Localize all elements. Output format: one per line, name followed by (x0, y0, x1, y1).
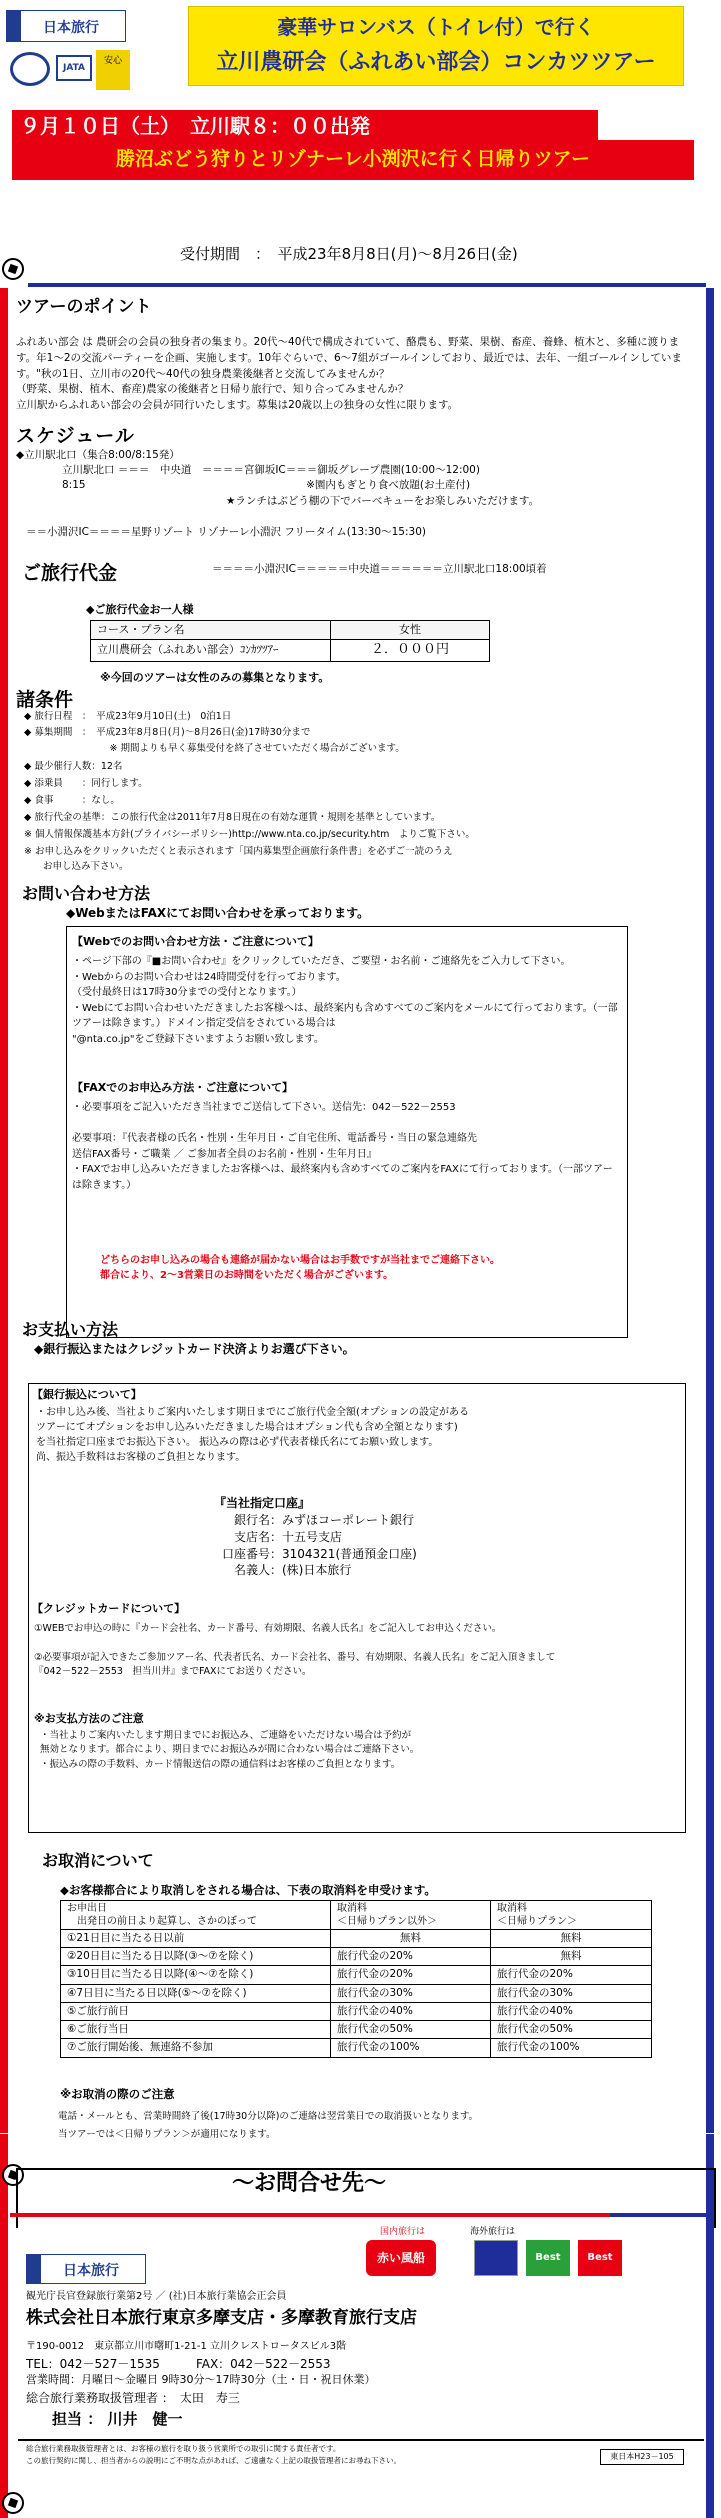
price-table (90, 620, 490, 662)
hours: 営業時間：月曜日〜金曜日 9時30分〜17時30分（土・日・祝日休業） (26, 2373, 376, 2386)
inquiry-warning: どちらのお申し込みの場合も連絡が届かない場合はお手数ですが当社までご連絡下さい。 都合により、2〜3営業日のお時間をいただく場合がございます。 (100, 1255, 500, 1281)
cancel-cell: ⑤ご旅行前日 (61, 2002, 331, 2020)
overseas-label: 海外旅行は (470, 2227, 516, 2237)
price-sub: ◆ご旅行代金お一人様 (86, 603, 194, 616)
cancel-cell: 無料 (331, 1930, 491, 1948)
price-note: ※今回のツアーは女性のみの募集となります。 (100, 671, 330, 684)
privacy-mark-icon (10, 52, 50, 86)
cancel-cell: ②20日目に当たる日以降(③〜⑦を除く) (61, 1948, 331, 1966)
price-heading: ご旅行代金 (22, 562, 118, 584)
mach-logo (474, 2240, 518, 2276)
conditions-heading: 諸条件 (16, 689, 74, 711)
cancel-cell: ⑦ご旅行開始後、無連絡不参加 (61, 2039, 331, 2057)
best-logo-red: Best (578, 2240, 622, 2276)
fax-inquiry-body: ・必要事項をご記入いただき当社までご送信して下さい。送信先：042－522－2553 必要事項：『代表者様の氏名・性別・生年月日・ご自宅住所、電話番号・当日の緊急連絡先 送信FAX番号・ご職業 ／ ご参加者全員のお名前・性別・生年月日』 ・FAXでお申し込みいただきましたお客様へは、最終案内も含めすべてのご案内をFAXにて行っております。（一部ツアーは除きます。） (72, 1102, 613, 1191)
account-key: 銀行名 (233, 1513, 270, 1527)
license: 観光庁長官登録旅行業第2号 ／ (社)日本旅行業協会正会員 (26, 2291, 287, 2302)
account-value: ：(株)日本旅行 (270, 1563, 352, 1578)
cancel-cell: 旅行代金の30% (491, 1984, 652, 2002)
web-inquiry-title: 【Webでのお問い合わせ方法・ご注意について】 (72, 935, 319, 948)
points-body: ふれあい部会 は 農研会の会員の独身者の集まり。20代〜40代で構成されていて、酪農も、野菜、果樹、畜産、養蜂、植木と、多種に渡ります。年1〜2の交流パーティーを企画、実施します。10年ぐらいで、6〜7組がゴールインしており、最近では、去年、一組ゴールインしています。"秋の1日、立川市の20代〜40代の独身農業後継者と交流してみませんか？ （野菜、果樹、植木、畜産)農家の後継者と日帰り旅行で、知り合ってみませんか？ 立川駅からふれあい部会の会員が同行いたします。募集は20歳以上の独身の女性に限ります。 (16, 336, 682, 411)
company-name: 株式会社日本旅行東京多摩支店・多摩教育旅行支店 (26, 2308, 417, 2328)
points-heading: ツアーのポイント (16, 297, 152, 317)
contact-divider-blue (610, 2213, 706, 2217)
title-line2: 立川農研会（ふれあい部会）コンカツツアー (216, 50, 656, 75)
cancel-cell: 無料 (491, 1930, 652, 1948)
account-key: 支店名 (233, 1529, 270, 1544)
document-code: 東日本H23－105 (600, 2449, 684, 2465)
condition-item: ◆ 食事 ：なし。 (24, 795, 120, 806)
cancel-cell: 旅行代金の50% (331, 2021, 491, 2039)
cancel-cell: 旅行代金の40% (331, 2002, 491, 2020)
cancel-head-date-sub: 出発日の前日より起算し、さかのぼって (67, 1916, 257, 1927)
schedule-line4: ★ランチはぶどう棚の下でバーベキューをお楽しみいただけます。 (226, 495, 540, 507)
condition-item: ◆ 添乗員 ：同行します。 (24, 778, 148, 789)
table-row (61, 1930, 652, 1948)
cancel-notes-body: 電話・メールとも、営業時間終了後(17時30分以降)のご連絡は翌営業日での取消扱いとなります。 当ツアーでは＜日帰りプラン＞が適用になります。 (58, 2111, 479, 2141)
header-divider (28, 283, 706, 287)
account-details (202, 1512, 502, 1579)
cancel-head-other-label: 取消料 (337, 1903, 367, 1914)
cancel-head-daytrip-sub: ＜日帰りプラン＞ (497, 1916, 577, 1927)
cancel-head-date-label: お申出日 (67, 1903, 107, 1914)
condition-item: ※ 期間よりも早く募集受付を終了させていただく場合がございます。 (24, 743, 405, 754)
condition-item: ◆ 旅行日程 ： 平成23年9月10日(土) 0泊1日 (24, 711, 232, 722)
cancel-head-daytrip (491, 1901, 652, 1930)
cancel-head-date (61, 1901, 331, 1930)
footer-divider (18, 2439, 704, 2441)
schedule-line3: 8:15 ※園内もぎとり食べ放題(お土産付) (62, 479, 471, 491)
table-row (61, 1948, 652, 1966)
schedule-line1: ◆立川駅北口（集合8:00/8:15発） (16, 449, 180, 461)
logo-text: 日本旅行 (63, 2263, 119, 2279)
cancel-head-other-sub: ＜日帰りプラン以外＞ (337, 1916, 437, 1927)
card-title: 【クレジットカードについて】 (32, 1602, 186, 1615)
inquiry-heading: お問い合わせ方法 (22, 884, 151, 903)
account-row (202, 1512, 502, 1529)
payment-sub: ◆銀行振込またはクレジットカード決済よりお選び下さい。 (34, 1342, 355, 1356)
footer-note1: 総合旅行業務取扱管理者とは、お客様の旅行を取り扱う営業所での取引に関する責任者です。 (26, 2444, 341, 2453)
cancel-table (60, 1900, 652, 2058)
card-body: ①WEBでお申込の時に『カード会社名、カード番号、有効期限、名義人氏名』をご記入してお申込ください。 ②必要事項が記入できたご参加ツアー名、代表者氏名、カード会社名、番号、有効期限、名義人氏名』をご記入頂きまして 『042－522－2553 担当川井』までFAXにてお送りください。 (34, 1623, 556, 1677)
cancel-cell: 無料 (491, 1948, 652, 1966)
schedule-line5: ＝＝小淵沢IC＝＝＝＝星野リゾート リゾナーレ小淵沢 フリータイム(13:30〜15:30) (26, 526, 426, 538)
cancel-cell: 旅行代金の50% (491, 2021, 652, 2039)
cancel-cell: 旅行代金の100% (491, 2039, 652, 2057)
payment-notes-body: ・当社よりご案内いたします期日までにお振込み、ご連絡をいただけない場合は予約が 無効となります。都合により、期日までにお振込みが間に合わない場合はご連絡下さい。 ・振込みの際の手数料、カード情報送信の際の通信料はお客様のご負担となります。 (40, 1730, 420, 1770)
cancel-cell: 旅行代金の20% (331, 1966, 491, 1984)
departure-date-banner: ９月１０日（土） 立川駅８：００出発 (12, 110, 598, 140)
title-line1: 豪華サロンバス（トイレ付）で行く (277, 15, 595, 39)
cancel-cell: 旅行代金の30% (331, 1984, 491, 2002)
condition-item: ◆ 旅行代金の基準：この旅行代金は2011年7月8日現在の有効な運賃・規則を基準としています。 (24, 812, 441, 823)
contact-heading: 〜お問合せ先〜 (232, 2171, 387, 2196)
condition-item: ※ 個人情報保護基本方針(プライバシーポリシー)http://www.nta.co.jp/security.htm よりご覧下さい。 (24, 829, 475, 840)
left-red-border-bottom (0, 2134, 8, 2518)
price-col-course: コース・プラン名 (91, 621, 331, 640)
cancel-cell: ⑥ご旅行当日 (61, 2021, 331, 2039)
best-logo: Best (526, 2240, 570, 2276)
table-row (61, 2039, 652, 2057)
condition-item: ※ お申し込みをクリックいただくと表示されます「国内募集型企画旅行条件書」を必ずご一読のうえ (24, 846, 453, 857)
cancel-sub: ◆お客様都合により取消しをされる場合は、下表の取消料を申受けます。 (60, 1883, 436, 1897)
table-row (61, 2021, 652, 2039)
logo-text: 日本旅行 (43, 20, 99, 36)
jata-badge: JATA (56, 55, 92, 81)
left-red-border (0, 288, 8, 2133)
account-key: 名義人 (233, 1563, 270, 1578)
safety-badge-label: 安心 (103, 56, 122, 66)
cancel-cell: 旅行代金の20% (331, 1948, 491, 1966)
phone-fax: TEL：042－527－1535 FAX：042－522－2553 (26, 2357, 331, 2371)
cancel-notes-title: ※お取消の際のご注意 (60, 2087, 175, 2101)
bank-body: ・お申し込み後、当社よりご案内いたします期日までにご旅行代金全額(オプションの設定がある ツアーにてオプションをお申し込みいただきました場合はオプション代も含め全額となります) を当社指定口座までお振込下さい。 振込みの際は必ず代表者様氏名にてお願い致します。 尚、振込手数料はお客様のご負担となります。 (36, 1407, 470, 1463)
bank-title: 【銀行振込について】 (32, 1388, 142, 1401)
address: 〒190-0012 東京都立川市曙町1-21-1 立川クレストロータスビル3階 (26, 2341, 347, 2352)
soccer-ball-icon (2, 258, 24, 280)
safety-badge (96, 50, 130, 90)
table-row (61, 2002, 652, 2020)
cancel-cell: ④7日目に当たる日以降(⑤〜⑦を除く) (61, 1984, 331, 2002)
inquiry-sub: ◆WebまたはFAXにてお問い合わせを承っております。 (66, 906, 370, 920)
account-row (202, 1562, 502, 1579)
account-key: 口座番号 (221, 1546, 270, 1561)
condition-item: ◆ 最少催行人数：12名 (24, 761, 123, 772)
cancel-cell: ③10日目に当たる日以降(④〜⑦を除く) (61, 1966, 331, 1984)
title-banner (188, 6, 684, 86)
account-title: 『当社指定口座』 (214, 1496, 311, 1510)
table-row (61, 1984, 652, 2002)
cancel-heading: お取消について (42, 1851, 154, 1870)
conditions-list (24, 710, 704, 875)
fax-inquiry-title: 【FAXでのお申込み方法・ご注意について】 (72, 1081, 294, 1094)
footer-note2: この旅行契約に関し、担当者からの説明にご不明な点があれば、ご遠慮なく上記の取扱管理者にお尋ね下さい。 (26, 2456, 401, 2465)
price-row-name: 立川農研会（ふれあい部会）ｺﾝｶﾂﾂｱｰ (91, 639, 331, 661)
condition-item: ◆ 募集期間 ： 平成23年8月8日(月)〜8月26日(金)17時30分まで (24, 727, 311, 738)
domestic-label: 国内旅行は (380, 2227, 426, 2237)
account-value: ：3104321(普通預金口座) (270, 1546, 417, 1561)
payment-heading: お支払い方法 (22, 1320, 119, 1339)
account-row (202, 1546, 502, 1563)
right-blue-border (706, 288, 714, 2133)
contact-divider-red (10, 2213, 610, 2217)
account-row (202, 1529, 502, 1546)
soccer-ball-icon (2, 2492, 24, 2514)
cancel-cell: 旅行代金の100% (331, 2039, 491, 2057)
schedule-line2: 立川駅北口 ＝＝＝ 中央道 ＝＝＝＝宮御坂IC＝＝＝御坂グレープ農園(10:00〜12:00) (62, 464, 480, 476)
reception-period: 受付期間 ： 平成23年8月8日(月)〜8月26日(金) (180, 245, 518, 263)
red-balloon-logo: 赤い風船 (366, 2240, 436, 2276)
schedule-heading: スケジュール (16, 425, 135, 447)
condition-item: お申し込み下さい。 (24, 861, 129, 872)
cancel-cell: 旅行代金の40% (491, 2002, 652, 2020)
price-col-female: 女性 (331, 621, 490, 640)
cancel-cell: ①21日目に当たる日以前 (61, 1930, 331, 1948)
price-row-amount: ２．０００円 (331, 639, 490, 661)
cancel-cell: 旅行代金の20% (491, 1966, 652, 1984)
schedule-line6: ＝＝＝＝小淵沢IC＝＝＝＝＝中央道＝＝＝＝＝＝立川駅北口18:00頃着 (212, 563, 547, 575)
cancel-head-daytrip-label: 取消料 (497, 1903, 527, 1914)
table-row (61, 1966, 652, 1984)
person-in-charge: 担当 ： 川井 健一 (52, 2410, 183, 2428)
nippon-travel-logo-footer (26, 2254, 146, 2284)
manager: 総合旅行業務取扱管理者 ： 太田 寿三 (26, 2391, 240, 2405)
account-value: ：みずほコーポレート銀行 (270, 1513, 415, 1527)
web-inquiry-body: ・ページ下部の『■お問い合わせ』をクリックしていただき、ご要望・お名前・ご連絡先をご入力して下さい。 ・Webからのお問い合わせは24時間受付を行っております。 （受付最終日は17時30分までの受付となります。） ・Webにてお問い合わせいただきましたお客様へは、最終案内も含めすべてのご案内をメールにて行っております。（一部ツアーは除きます。）ドメイン指定受信をされている場合は "@nta.co.jp"をご登録下さいますようお願い致します。 (72, 956, 618, 1045)
nippon-travel-logo (6, 10, 126, 42)
tour-name-banner: 勝沼ぶどう狩りとリゾナーレ小渕沢に行く日帰りツアー (12, 140, 694, 180)
payment-notes-title: ※お支払方法のご注意 (34, 1712, 144, 1725)
account-value: ：十五号支店 (270, 1529, 343, 1544)
cancel-head-other (331, 1901, 491, 1930)
